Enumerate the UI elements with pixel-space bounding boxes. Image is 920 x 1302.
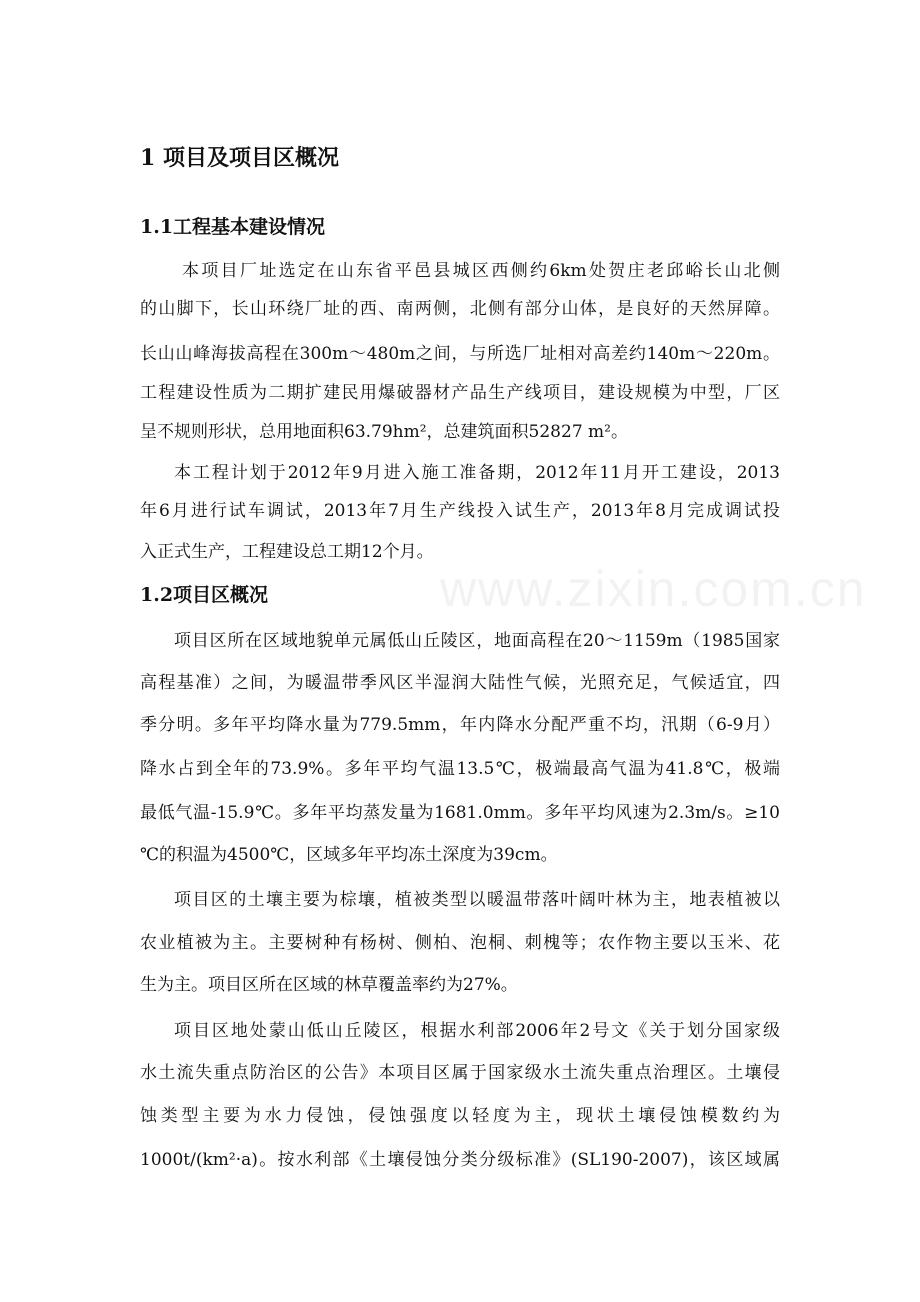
paragraph-line: 的山脚下，长山环绕厂址的西、南两侧，北侧有部分山体，是良好的天然屏障。 — [140, 299, 780, 319]
section-heading-1-1: 1.1工程基本建设情况 — [140, 216, 326, 238]
paragraph-line: 水土流失重点防治区的公告》本项目区属于国家级水土流失重点治理区。土壤侵 — [140, 1063, 780, 1083]
paragraph-line: 年6月进行试车调试，2013年7月生产线投入试生产，2013年8月完成调试投 — [140, 501, 780, 521]
paragraph-line: 农业植被为主。主要树种有杨树、侧柏、泡桐、刺槐等；农作物主要以玉米、花 — [140, 933, 780, 953]
paragraph-line: ℃的积温为4500℃，区域多年平均冻土深度为39cm。 — [140, 845, 558, 865]
paragraph-line: 蚀类型主要为水力侵蚀，侵蚀强度以轻度为主，现状土壤侵蚀模数约为 — [140, 1106, 780, 1126]
paragraph-line: 长山山峰海拔高程在300m～480m之间，与所选厂址相对高差约140m～220m。 — [140, 344, 780, 364]
paragraph-line: 最低气温-15.9℃。多年平均蒸发量为1681.0mm。多年平均风速为2.3m/s。≥10 — [140, 803, 780, 823]
section-heading-1-2: 1.2项目区概况 — [140, 584, 269, 606]
paragraph-line: 入正式生产，工程建设总工期12个月。 — [140, 542, 434, 562]
paragraph-line: 项目区的土壤主要为棕壤，植被类型以暖温带落叶阔叶林为主，地表植被以 — [174, 890, 780, 910]
watermark-text: www.zixin.com.cn — [440, 561, 867, 617]
paragraph-line: 项目区所在区域地貌单元属低山丘陵区，地面高程在20～1159m（1985国家 — [174, 631, 780, 651]
paragraph-line: 工程建设性质为二期扩建民用爆破器材产品生产线项目，建设规模为中型，厂区 — [140, 383, 780, 403]
paragraph-line: 降水占到全年的73.9%。多年平均气温13.5℃，极端最高气温为41.8℃，极端 — [140, 759, 780, 779]
paragraph-line: 1000t/(km²·a)。按水利部《土壤侵蚀分类分级标准》(SL190-2007)，该区域属 — [140, 1150, 780, 1170]
chapter-heading: 1 项目及项目区概况 — [140, 145, 339, 171]
paragraph-line: 高程基准）之间，为暖温带季风区半湿润大陆性气候，光照充足，气候适宜，四 — [140, 673, 780, 693]
paragraph-line: 生为主。项目区所在区域的林草覆盖率约为27%。 — [140, 975, 518, 995]
paragraph-line: 季分明。多年平均降水量为779.5mm，年内降水分配严重不均，汛期（6-9月） — [140, 715, 780, 735]
paragraph-line: 项目区地处蒙山低山丘陵区，根据水利部2006年2号文《关于划分国家级 — [174, 1021, 780, 1041]
paragraph-line: 本工程计划于2012年9月进入施工准备期，2012年11月开工建设，2013 — [174, 463, 780, 483]
paragraph-line: 本项目厂址选定在山东省平邑县城区西侧约6km处贺庄老邱峪长山北侧 — [182, 261, 780, 281]
paragraph-line: 呈不规则形状，总用地面积63.79hm²，总建筑面积52827 m²。 — [140, 422, 628, 442]
